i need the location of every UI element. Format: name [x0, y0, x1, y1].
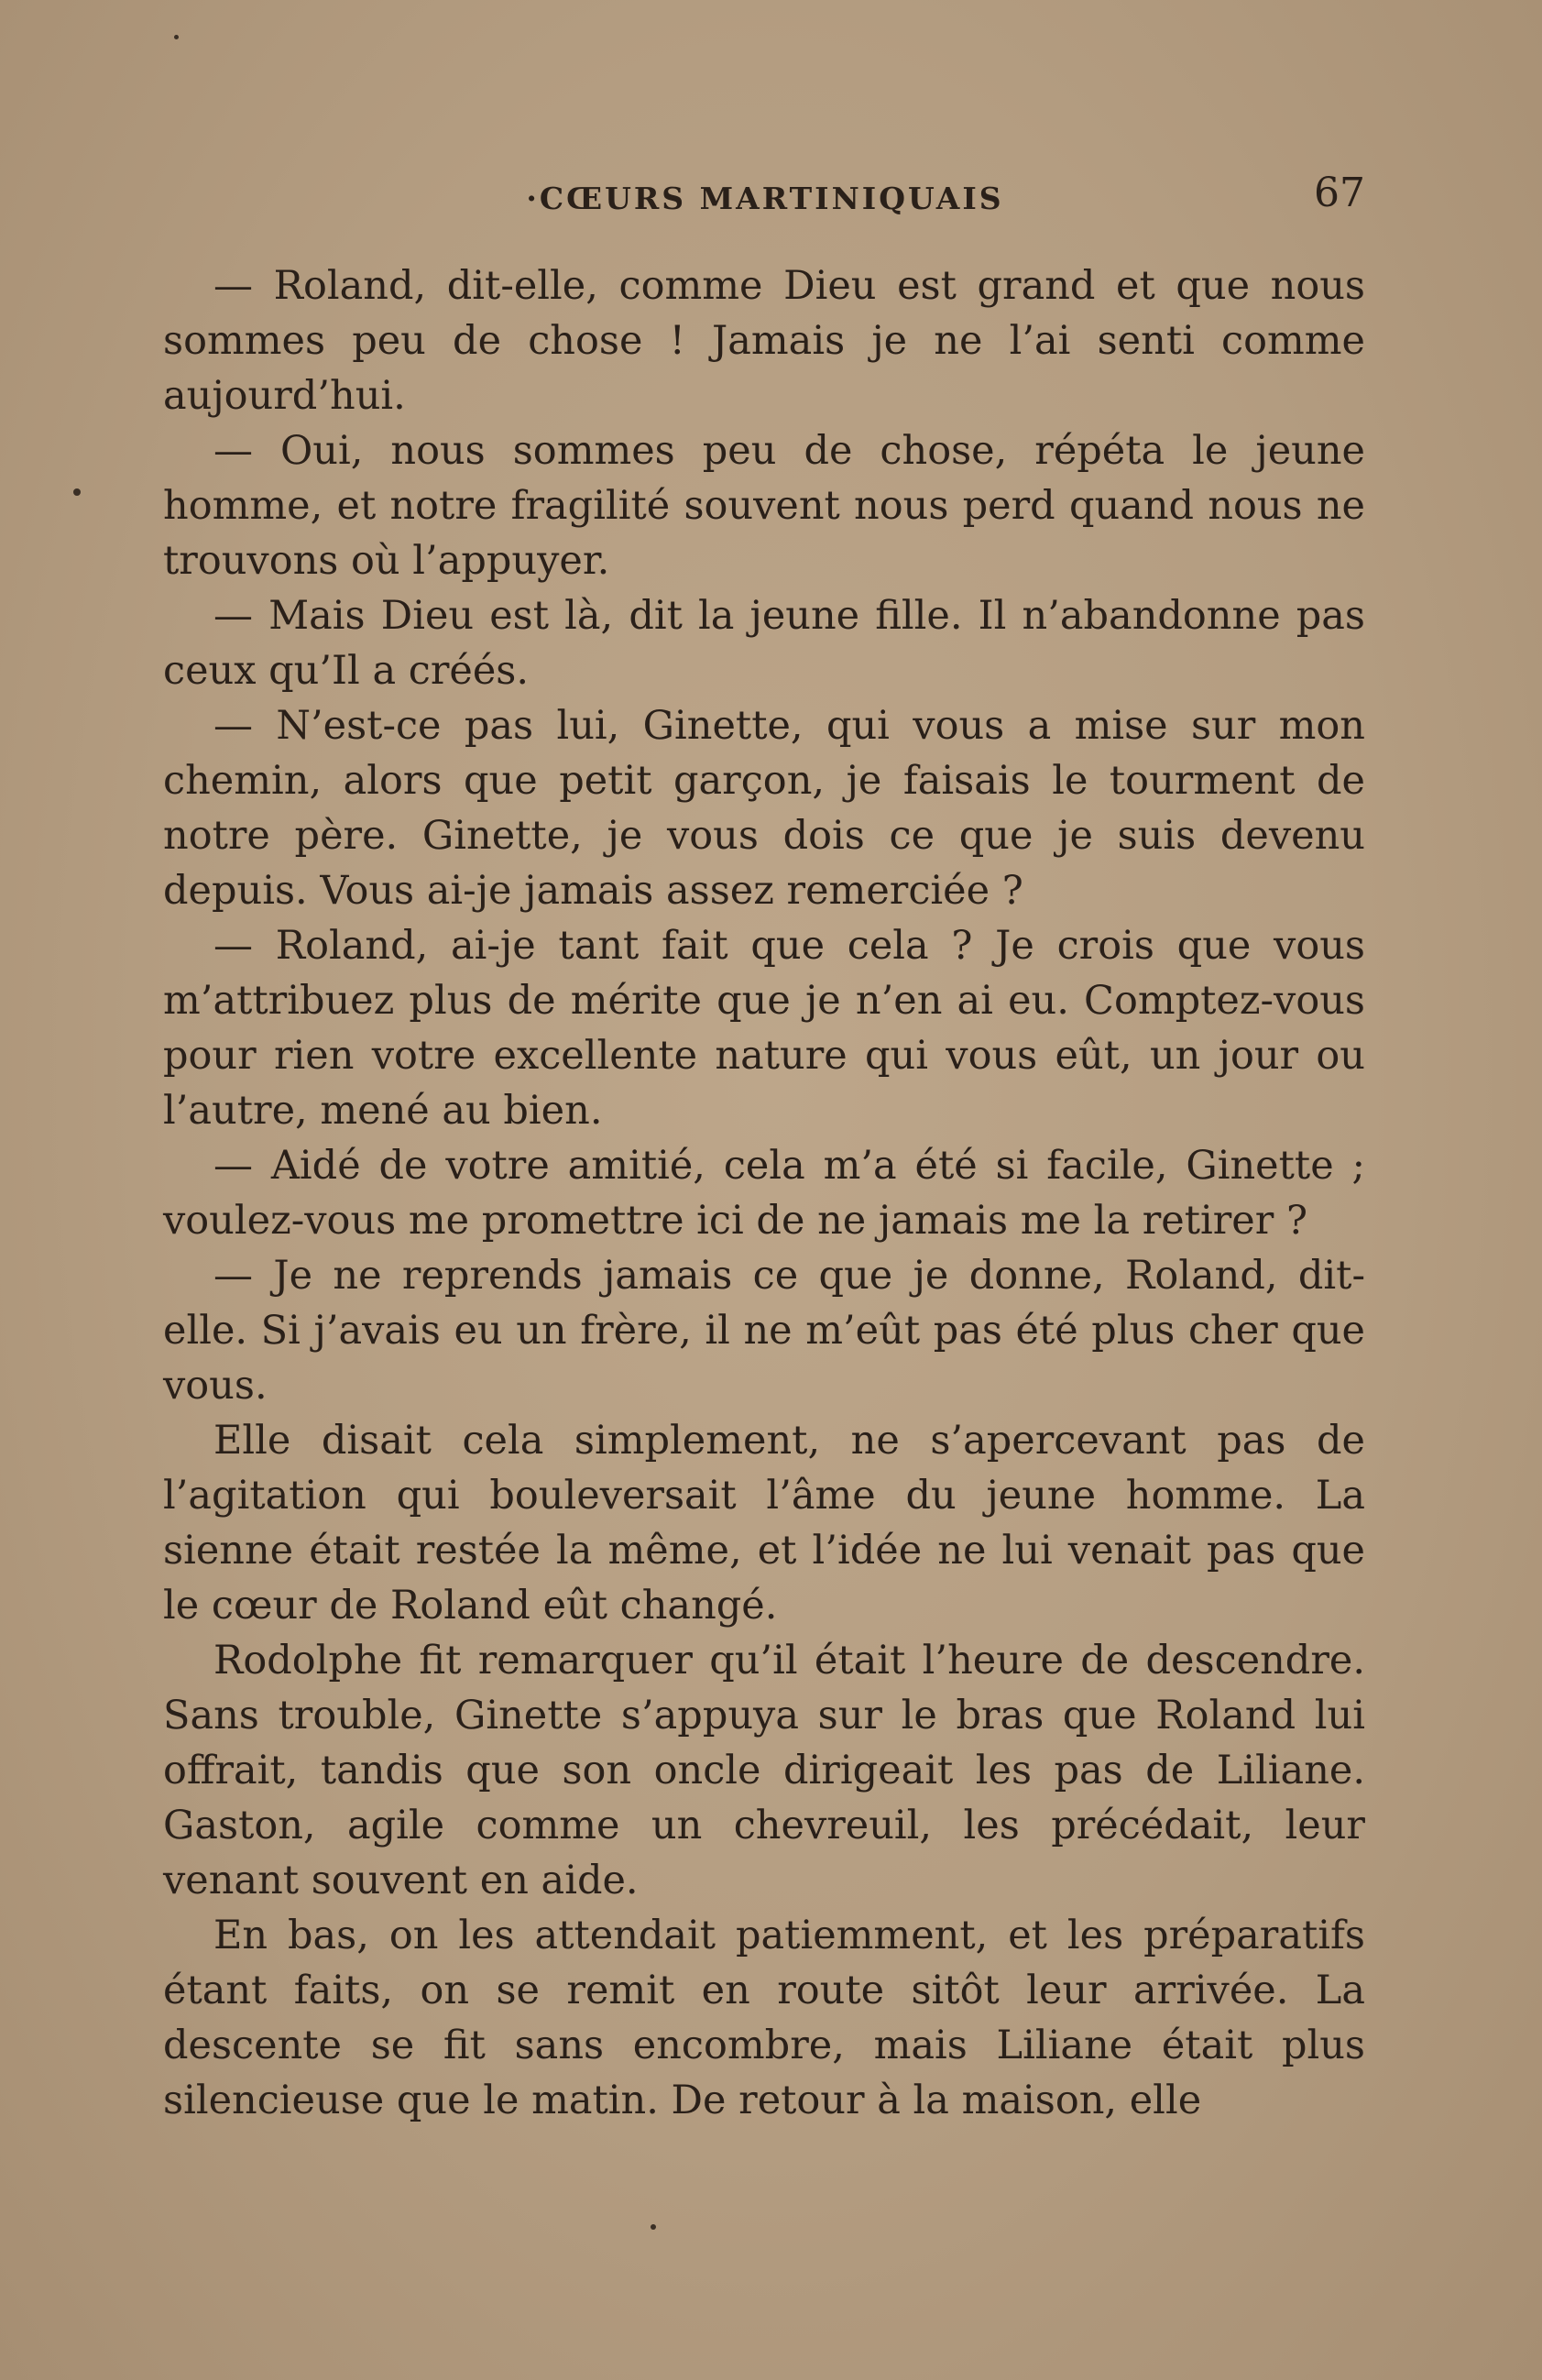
- paragraph: — Roland, ai-je tant fait que cela ? Je crois que vous m’attribuez plus de mérite que je n’en ai eu. Comptez-vous pour rien votre excellente nature qui vous eût, un jour ou l’autre, mené au bien.: [163, 923, 1365, 1134]
- paragraph: — Aidé de votre amitié, cela m’a été si facile, Ginette ; voulez-vous me promettre ici de ne jamais me la retirer ?: [163, 1143, 1365, 1244]
- paper-speck: [73, 488, 81, 496]
- running-title: ·CŒURS MARTINIQUAIS: [526, 181, 1004, 216]
- paragraph: Rodolphe fit remarquer qu’il était l’heure de descendre. Sans trouble, Ginette s’appuya sur le bras que Roland lui offrait, tandis que son oncle dirigeait les pas de Liliane. Gaston, agile comme un chevreuil, les précédait, leur venant souvent en aide.: [163, 1638, 1365, 1903]
- paragraph: — Mais Dieu est là, dit la jeune fille. Il n’abandonne pas ceux qu’Il a créés.: [163, 593, 1365, 694]
- paragraph: — Je ne reprends jamais ce que je donne, Roland, dit-elle. Si j’avais eu un frère, il ne m’eût pas été plus cher que vous.: [163, 1253, 1365, 1409]
- page-number: 67: [1314, 170, 1365, 216]
- body-text: [163, 258, 1365, 2128]
- paper-speck: [651, 2224, 656, 2230]
- paragraph: En bas, on les attendait patiemment, et les préparatifs étant faits, on se remit en route sitôt leur arrivée. La descente se fit sans encombre, mais Liliane était plus silencieuse que le matin. De retour à la maison, elle: [163, 1913, 1365, 2123]
- paragraph: — Oui, nous sommes peu de chose, répéta le jeune homme, et notre fragilité souvent nous perd quand nous ne trouvons où l’appuyer.: [163, 428, 1365, 584]
- running-head: [165, 170, 1365, 225]
- paragraph: — N’est-ce pas lui, Ginette, qui vous a mise sur mon chemin, alors que petit garçon, je faisais le tourment de notre père. Ginette, je vous dois ce que je suis devenu depuis. Vous ai-je jamais assez remerciée ?: [163, 703, 1365, 914]
- paper-speck: [174, 35, 179, 39]
- paragraph: Elle disait cela simplement, ne s’apercevant pas de l’agitation qui bouleversait l’âme du jeune homme. La sienne était restée la même, et l’idée ne lui venait pas que le cœur de Roland eût changé.: [163, 1418, 1365, 1629]
- paragraph: — Roland, dit-elle, comme Dieu est grand et que nous sommes peu de chose ! Jamais je ne l’ai senti comme aujourd’hui.: [163, 263, 1365, 419]
